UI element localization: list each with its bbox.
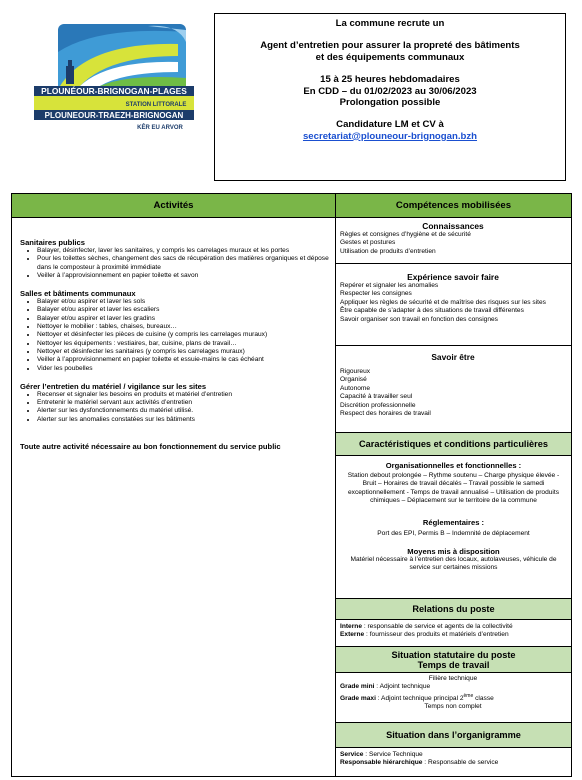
know-how-item: Respecter les consignes	[340, 290, 412, 298]
org-chart-box	[336, 748, 571, 776]
knowledge-item: Règles et consignes d’hygiène et de sécurité	[340, 231, 471, 238]
list-item: • Vider les poubelles	[37, 365, 329, 373]
soft-skill-item: Rigoureux	[340, 368, 371, 375]
commune-logo	[28, 22, 198, 152]
organizational-text: Station debout prolongée – Rythme soutenu – Charge physique élevée - Bruit – Horaires de travail décalés – Travail possible le samedi exceptionnellement - Temps de travail annualisé – Utilisation de produits chimiques – Déplacement sur le territoire de la commune	[347, 472, 560, 505]
regulatory-text: Port des EPI, Permis B – Indemnité de déplacement	[377, 529, 530, 537]
svg-text:STATION LITTORALE: STATION LITTORALE	[125, 102, 187, 108]
know-how-item: Savoir organiser son travail en fonction des consignes	[340, 315, 498, 323]
svg-text:PLOUNEOUR-TRAEZH-BRIGNOGAN: PLOUNEOUR-TRAEZH-BRIGNOGAN	[44, 111, 184, 120]
relations-title: Relations du poste	[412, 604, 495, 614]
list-item: • Alerter sur les anomalies constatées sur les bâtiments	[37, 416, 329, 424]
list-materiel	[20, 391, 329, 424]
skills-column	[336, 194, 571, 776]
list-item: • Pour les toilettes sèches, changement des sacs de récupération des matières organiques et dépose dans le composteur à proximité immédiate	[37, 255, 329, 272]
org-manager: Responsable hiérarchique : Responsable de service	[340, 759, 499, 767]
working-time: Temps non complet	[424, 703, 482, 711]
know-how-item: Repérer et signaler les anomalies	[340, 282, 439, 289]
activities-header: Activités	[12, 194, 335, 218]
header-intro: La commune recrute un	[335, 18, 445, 29]
list-item: • Balayer, désinfecter, laver les sanitaires, y compris les carrelages muraux et les portes	[37, 247, 329, 255]
know-how-title: Expérience savoir faire	[407, 272, 499, 282]
organizational-title: Organisationnelles et fonctionnelles :	[385, 461, 522, 470]
min-grade: Grade mini : Adjoint technique	[340, 683, 431, 691]
know-how-box	[336, 264, 571, 346]
list-item: • Recenser et signaler les besoins en produits et matériel d’entretien	[37, 391, 329, 399]
soft-skills-box	[336, 346, 571, 428]
svg-text:PLOUNÉOUR-BRIGNOGAN-PLAGES: PLOUNÉOUR-BRIGNOGAN-PLAGES	[41, 86, 187, 96]
svg-text:KÊR EU ARVOR: KÊR EU ARVOR	[137, 125, 183, 131]
list-item: • Nettoyer le mobilier : tables, chaises, bureaux…	[37, 323, 329, 331]
relation-external: Externe : fournisseur des produits et matériels d’entretien	[340, 631, 509, 639]
soft-skill-item: Autonome	[340, 384, 371, 392]
list-item: • Entretenir le matériel servant aux activités d’entretien	[37, 399, 329, 407]
list-item: • Balayer et/ou aspirer et laver les sols	[37, 298, 329, 306]
org-chart-title: Situation dans l’organigramme	[386, 730, 521, 740]
list-item: • Nettoyer les équipements : vestiaires, bar, cuisine, plans de travail…	[37, 340, 329, 348]
list-salles	[20, 298, 329, 373]
list-item: • Veiller à l’approvisionnement en papier toilette et essuie-mains le cas échéant	[37, 356, 329, 364]
application-info: Candidature LM et CV à	[336, 119, 444, 131]
list-sanitaires	[20, 247, 329, 280]
relation-internal: Interne : responsable de service et agents de la collectivité	[340, 623, 513, 630]
resources-text: Matériel nécessaire à l’entretien des locaux, autolaveuses, véhicule de service sur certaines missions	[350, 556, 557, 572]
logo-emblem-icon	[28, 22, 198, 152]
soft-skill-item: Organisé	[340, 376, 367, 384]
org-service: Service : Service Technique	[340, 751, 423, 758]
list-item: • Alerter sur les dysfonctionnements du matériel utilisé.	[37, 407, 329, 415]
soft-skill-item: Capacité à travailler seul	[340, 393, 413, 401]
conditions-title: Caractéristiques et conditions particulières	[359, 439, 548, 449]
section-title-materiel: Gérer l’entretien du matériel / vigilance sur les sites	[20, 381, 207, 391]
know-how-item: Appliquer les règles de sécurité et de maîtrise des risques sur les sites	[340, 298, 546, 306]
job-title-line1: Agent d’entretien pour assurer la propreté des bâtiments	[260, 40, 520, 52]
section-title-other: Toute autre activité nécessaire au bon fonctionnement du service public	[20, 442, 281, 452]
conditions-header	[336, 432, 571, 456]
list-item: • Nettoyer et désinfecter les pièces de cuisine (y compris les carrelages muraux)	[37, 331, 329, 339]
skills-header: Compétences mobilisées	[336, 194, 571, 218]
section-title-sanitaires: Sanitaires publics	[20, 238, 85, 247]
application-email-link[interactable]: secretariat@plouneour-brignogan.bzh	[302, 130, 478, 142]
knowledge-title: Connaissances	[422, 221, 484, 231]
list-item: • Nettoyer et désinfecter les sanitaires (y compris les carrelages muraux)	[37, 348, 329, 356]
knowledge-item: Utilisation de produits d’entretien	[340, 247, 436, 255]
contract-dates: En CDD – du 01/02/2023 au 30/06/2023	[303, 85, 477, 97]
soft-skill-item: Respect des horaires de travail	[340, 410, 431, 418]
weekly-hours: 15 à 25 heures hebdomadaires	[320, 74, 460, 86]
knowledge-item: Gestes et postures	[340, 239, 396, 247]
regulatory-title: Réglementaires :	[422, 517, 485, 527]
activities-column	[12, 194, 336, 776]
org-chart-header	[336, 722, 571, 748]
job-description-table	[11, 193, 572, 777]
conditions-box	[336, 456, 571, 600]
max-grade: Grade maxi : Adjoint technique principal 2ème classe	[340, 692, 494, 702]
know-how-item: Être capable de s’adapter à des situations de travail différentes	[340, 307, 524, 315]
knowledge-box	[336, 218, 571, 264]
relations-box	[336, 620, 571, 646]
soft-skills-title: Savoir être	[431, 352, 475, 362]
list-item: • Balayer et/ou aspirer et laver les escaliers	[37, 306, 329, 314]
extension-note: Prolongation possible	[339, 97, 441, 109]
job-offer-header	[214, 13, 566, 181]
section-title-salles: Salles et bâtiments communaux	[20, 289, 136, 299]
job-family: Filière technique	[428, 675, 478, 682]
job-title-line2: et des équipements communaux	[315, 51, 465, 63]
status-header	[336, 646, 571, 673]
status-title: Situation statutaire du poste	[391, 649, 516, 660]
list-item: • Balayer et/ou aspirer et laver les gradins	[37, 315, 329, 323]
working-time-title: Temps de travail	[417, 659, 490, 670]
soft-skill-item: Discrétion professionnelle	[340, 401, 416, 409]
list-item: • Veiller à l’approvisionnement en papier toilette et savon	[37, 272, 329, 280]
status-box	[336, 673, 571, 729]
resources-title: Moyens mis à disposition	[407, 547, 500, 557]
relations-header	[336, 598, 571, 620]
